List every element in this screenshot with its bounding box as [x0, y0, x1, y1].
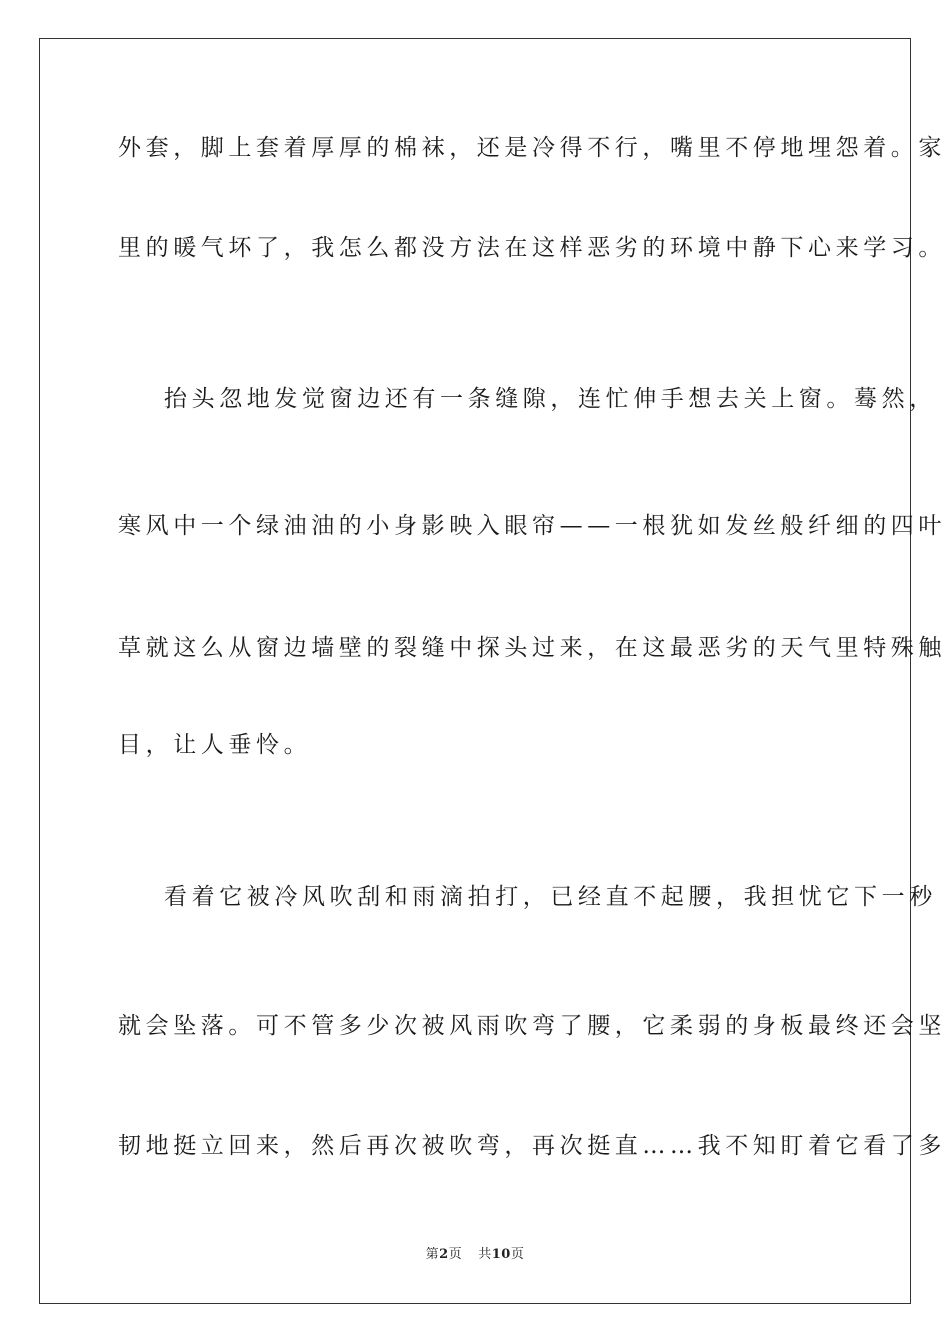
text-line: 草就这么从窗边墙壁的裂缝中探头过来，在这最恶劣的天气里特殊触: [118, 635, 946, 661]
paragraph-start-line: 看着它被冷风吹刮和雨滴拍打，已经直不起腰，我担忧它下一秒: [164, 884, 937, 910]
total-page-count: 10: [491, 1247, 511, 1262]
text-line: 外套，脚上套着厚厚的棉袜，还是冷得不行，嘴里不停地埋怨着。家: [118, 135, 946, 161]
text-line: 就会坠落。可不管多少次被风雨吹弯了腰，它柔弱的身板最终还会坚: [118, 1013, 946, 1039]
page-border: [39, 38, 946, 1304]
total-prefix: 共: [478, 1247, 492, 1262]
text-line: 里的暖气坏了，我怎么都没方法在这样恶劣的环境中静下心来学习。: [118, 235, 946, 261]
text-line: 寒风中一个绿油油的小身影映入眼帘——一根犹如发丝般纤细的四叶: [118, 513, 946, 539]
total-suffix: 页: [510, 1247, 525, 1262]
page-suffix: 页: [448, 1247, 463, 1262]
paragraph-start-line: 抬头忽地发觉窗边还有一条缝隙，连忙伸手想去关上窗。蓦然，: [164, 386, 937, 412]
text-line: 目，让人垂怜。: [118, 732, 312, 758]
page-footer: [0, 1245, 950, 1265]
page-prefix: 第: [425, 1247, 440, 1262]
text-line: 韧地挺立回来，然后再次被吹弯，再次挺直……我不知盯着它看了多: [118, 1133, 946, 1159]
current-page-number: 2: [439, 1247, 449, 1262]
